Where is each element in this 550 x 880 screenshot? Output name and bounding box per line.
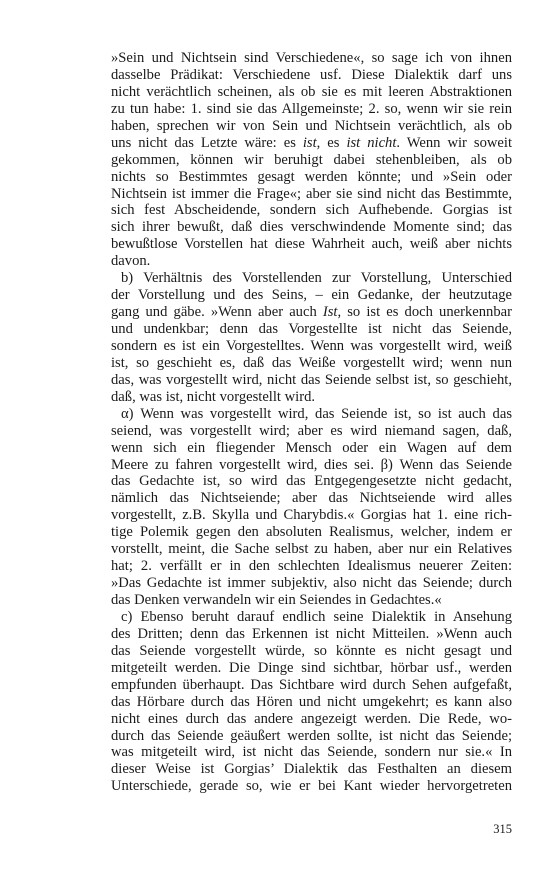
text-line: durch das Seiende geäußert werden sollte, ist nicht das Seiende; <box>111 727 512 744</box>
text-line: nicht verächtlich scheinen, als ob sie es mit leeren Abstraktionen <box>111 83 512 100</box>
text-line: c) Ebenso beruht darauf endlich seine Dialektik in Ansehung <box>121 608 512 625</box>
text-line: nicht eines durch das andere angezeigt werden. Die Rede, wo- <box>111 710 512 727</box>
text-line: sondern es ist ein Vorgestelltes. Wenn was vorgestellt wird, weiß <box>111 337 512 354</box>
text-line: hat; 2. verfällt er in den schlechten Idealismus neuerer Zeiten: <box>111 558 512 575</box>
text-line: wenn sich ein fliegender Mensch oder ein Wagen auf dem <box>111 439 512 456</box>
text-line: des Dritten; denn das Erkennen ist nicht Mitteilen. »Wenn auch <box>111 625 512 642</box>
text-line: das Hörbare durch das Hören und nicht umgekehrt; es kann also <box>111 693 512 710</box>
text-line: »Das Gedachte ist immer subjektiv, also nicht das Seiende; durch <box>111 575 512 592</box>
text-line: ist, so geschieht es, daß das Weiße vorgestellt wird; wenn nun <box>111 354 512 371</box>
text-line: und undenkbar; denn das Vorgestellte ist nicht das Seiende, <box>111 321 512 337</box>
text-line: Meere zu fahren vorgestellt wird, dies sei. β) Wenn das Seiende <box>111 456 512 473</box>
text-line: »Sein und Nichtsein sind Verschiedene«, so sage ich von ihnen <box>111 50 512 66</box>
text-line: α) Wenn was vorgestellt wird, das Seiende ist, so ist auch das <box>121 405 512 422</box>
text-line: gekommen, können wir beruhigt dabei stehenbleiben, als ob <box>111 151 512 168</box>
text-line: haben, sprechen wir von Sein und Nichtsein verächtlich, als ob <box>111 117 512 134</box>
text-line: mitgeteilt werden. Die Dinge sind sichtbar, hörbar usf., werden <box>111 659 512 676</box>
emphasis: ist <box>302 134 317 151</box>
text-line: zu tun habe: 1. sind sie das Allgemeinste; 2. so, wenn wir sie rein <box>111 100 512 117</box>
text-line: davon. <box>111 253 151 270</box>
text-line: der Vorstellung und des Seins, – ein Gedanke, der heutzutage <box>111 287 512 304</box>
text-line: dieser Weise ist Gorgias’ Dialektik das Festhalten an diesem <box>111 761 512 778</box>
text-line: sich fest Abscheidende, sondern sich Aufhebende. Gorgias ist <box>111 202 512 219</box>
text-line: das Seiende vorgestellt würde, so könnte es nicht gesagt und <box>111 642 512 659</box>
text-line: tige Polemik gegen den absoluten Realismus, welcher, indem er <box>111 524 512 541</box>
text-line: das Gedachte ist, so wird das Entgegengesetzte nicht gedacht, <box>111 473 512 490</box>
emphasis: Ist <box>322 304 338 321</box>
text-line: vorgestellt, z.B. Skylla und Charybdis.« Gorgias hat 1. eine rich- <box>111 507 512 524</box>
text-line: das Denken verwandeln wir ein Seiendes in Gedachtes.« <box>111 592 442 608</box>
text-line: seiend, was vorgestellt wird; aber es wird niemand sagen, daß, <box>111 422 512 439</box>
text-line: gang und gäbe. »Wenn aber auch Ist, so ist es doch unerkennbar <box>111 304 512 321</box>
text-line: empfunden überhaupt. Das Sichtbare wird durch Sehen aufgefaßt, <box>111 676 512 693</box>
page-number: 315 <box>493 822 512 836</box>
text-line: was mitgeteilt wird, ist nicht das Seiende, sondern nur sie.« In <box>111 744 512 761</box>
text-line: dasselbe Prädikat: Verschiedene usf. Diese Dialektik darf uns <box>111 66 512 83</box>
text-line: bewußtlose Vorstellen hat diese Wahrheit auch, weiß aber nichts <box>111 236 512 253</box>
text-line: uns nicht das Letzte wäre: es ist, es ist nicht. Wenn wir soweit <box>111 134 513 151</box>
text-line: daß, was ist, nicht vorgestellt wird. <box>111 388 316 405</box>
text-line: b) Verhältnis des Vorstellenden zur Vorstellung, Unterschied <box>121 270 512 287</box>
text-line: das, was vorgestellt wird, nicht das Seiende selbst ist, so geschieht, <box>111 371 512 388</box>
text-line: nichts so Bestimmtes gesagt werden könnte; und »Sein oder <box>111 168 512 185</box>
body-text <box>111 50 512 795</box>
text-line: nämlich das Nichtseiende; aber das Nichtseiende wird alles <box>111 490 512 507</box>
emphasis: ist nicht <box>346 134 397 151</box>
text-line: vorstellt, meint, die Sache selbst zu haben, aber nur ein Relatives <box>111 541 512 558</box>
text-line: Unterschiede, gerade so, wie er bei Kant wieder hervorgetreten <box>111 778 512 795</box>
text-line: Nichtsein ist immer die Frage«; aber sie sind nicht das Bestimmte, <box>111 185 512 202</box>
text-line: sich ihrer bewußt, daß dies verschwindende Momente sind; das <box>111 219 512 236</box>
